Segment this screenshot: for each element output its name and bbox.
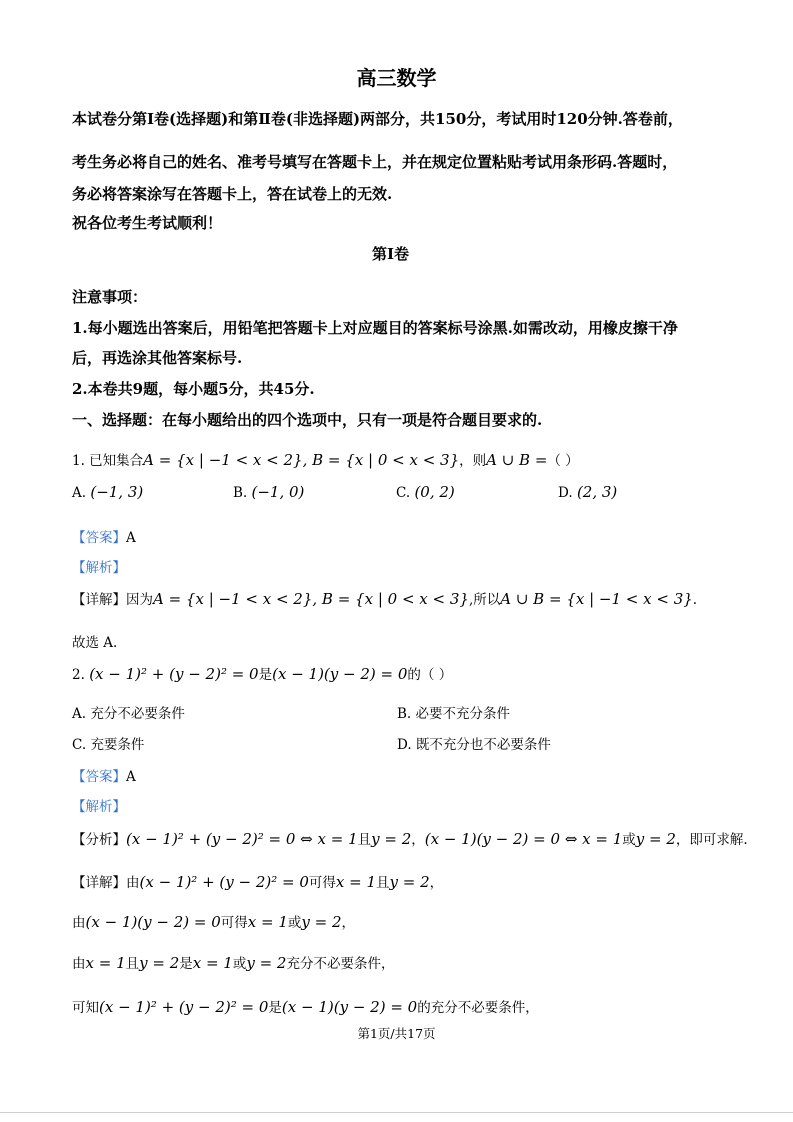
q1-option-b: B. (−1, 0) [233,483,305,501]
q2-fenxi: 【分析】(x − 1)² + (y − 2)² = 0 ⇔ x = 1且y = 2，(x − 1)(y − 2) = 0 ⇔ x = 1或y = 2，即可求解. [72,830,748,848]
detail-tag: 【详解】 [72,592,126,608]
q2-option-a: A. 充分不必要条件 [72,706,185,722]
notice-item-1-line-2: 后，再选涂其他答案标号. [72,349,243,367]
q1-option-d: D. (2, 3) [558,483,618,501]
notice-heading: 注意事项： [72,288,148,306]
intro-line-1: 本试卷分第Ⅰ卷(选择题)和第Ⅱ卷(非选择题)两部分，共150分，考试用时120分钟.答卷前， [72,110,683,128]
q2-option-b: B. 必要不充分条件 [397,706,511,722]
page-bottom-divider [0,1112,793,1113]
page-title: 高三数学 [356,66,437,90]
q1-paren: （ ） [547,453,579,469]
q2-stem: 2. (x − 1)² + (y − 2)² = 0是(x − 1)(y − 2) = 0的（ ） [72,665,453,683]
q1-conclusion: 故选 A. [72,635,118,651]
intro-line-4: 祝各位考生考试顺利！ [72,214,223,232]
detail-tag: 【详解】 [72,875,126,891]
q2-analysis-tag: 【解析】 [72,799,126,815]
q2-option-c: C. 充要条件 [72,737,145,753]
answer-tag: 【答案】 [72,769,126,785]
q1-option-a: A. (−1, 3) [72,483,144,501]
q1-prefix: 1. 已知集合 [72,453,144,469]
part-heading: 一、选择题：在每小题给出的四个选项中，只有一项是符合题目要求的. [72,411,543,429]
q1-union-formula: A ∪ B = [486,451,548,469]
q1-answer: 【答案】A [72,530,136,546]
q1-stem [72,449,579,469]
q1-detail: 【详解】因为A = {x | −1 < x < 2}, B = {x | 0 < x < 3},所以A ∪ B = {x | −1 < x < 3}. [72,590,698,608]
q2-detail-2: 由(x − 1)(y − 2) = 0可得x = 1或y = 2， [72,913,356,931]
notice-item-1-line-1: 1.每小题选出答案后，用铅笔把答题卡上对应题目的答案标号涂黑.如需改动，用橡皮擦干净 [72,319,678,337]
notice-item-2: 2.本卷共9题，每小题5分，共45分. [72,380,315,398]
q2-detail-4: 可知(x − 1)² + (y − 2)² = 0是(x − 1)(y − 2) = 0的充分不必要条件， [72,998,539,1016]
q1-option-c: C. (0, 2) [396,483,455,501]
q2-detail-1: 【详解】由(x − 1)² + (y − 2)² = 0可得x = 1且y = 2， [72,873,444,891]
q1-suffix: ，则 [459,453,487,469]
q1-sets-formula: A = {x | −1 < x < 2}, B = {x | 0 < x < 3} [143,451,460,469]
answer-tag: 【答案】 [72,530,126,546]
section-title: 第Ⅰ卷 [372,245,410,263]
q2-option-d: D. 既不充分也不必要条件 [397,737,551,753]
intro-line-2: 考生务必将自己的姓名、准考号填写在答题卡上，并在规定位置粘贴考试用条形码.答题时， [72,153,678,171]
fenxi-tag: 【分析】 [72,832,126,848]
page-number-footer: 第1页/共17页 [357,1026,436,1041]
q1-analysis-tag: 【解析】 [72,560,126,576]
intro-line-3: 务必将答案涂写在答题卡上，答在试卷上的无效. [72,185,393,203]
q2-detail-3: 由x = 1且y = 2是x = 1或y = 2充分不必要条件， [72,954,395,972]
q2-answer: 【答案】A [72,769,136,785]
